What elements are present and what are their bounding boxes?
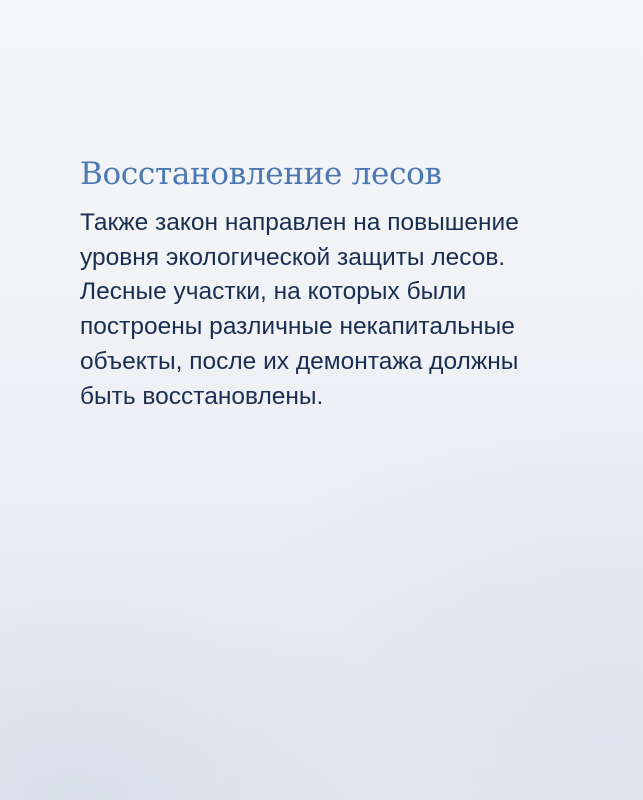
body-line: Также закон направлен на повышение — [80, 209, 519, 236]
body-line: Лесные участки, на которых были — [80, 278, 467, 306]
body-line: объекты, после их демонтажа должны — [80, 347, 519, 375]
body-line: быть восстановлены. — [80, 382, 324, 410]
slide-content — [80, 152, 620, 414]
body-line: уровня экологической защиты лесов. — [80, 243, 506, 271]
slide-body-text — [80, 206, 620, 414]
body-line: построены различные некапитальные — [80, 313, 515, 341]
slide-heading: Восстановление лесов — [80, 156, 442, 192]
